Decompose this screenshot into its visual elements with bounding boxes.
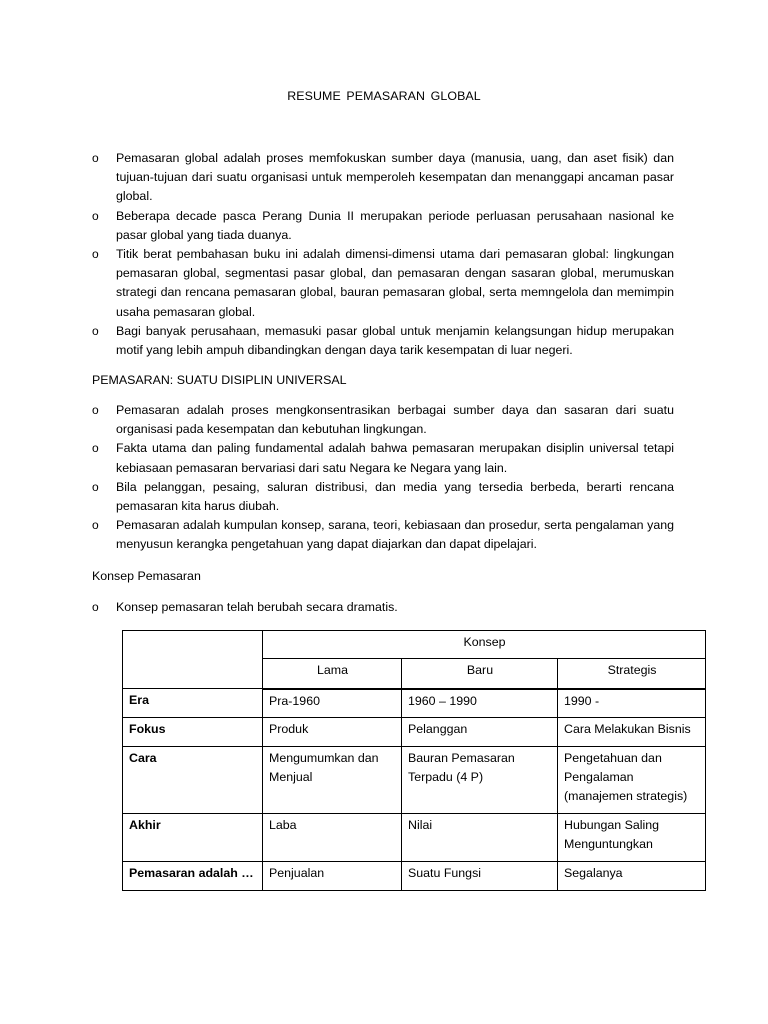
bullet-text: Pemasaran global adalah proses memfokuskan sumber daya (manusia, uang, dan aset fisik) dan tujuan-tujuan dari suatu organisasi untuk memperoleh kesempatan dan menanggapi ancaman pasar global. [116,151,674,204]
table-row [123,862,706,891]
cell-lama: Mengumumkan dan Menjual [263,747,402,814]
bullet-marker: o [92,323,99,338]
column-header-baru: Baru [402,659,558,689]
cell-strategis: Segalanya [558,862,706,891]
row-label: Era [123,689,263,718]
table-row [123,689,706,718]
bullet-text: Beberapa decade pasca Perang Dunia II merupakan periode perluasan perusahaan nasional ke pasar global yang tiada duanya. [116,208,674,242]
row-label: Akhir [123,814,263,862]
section-heading-disiplin-universal: PEMASARAN: SUATU DISIPLIN UNIVERSAL [92,373,347,387]
bullet-text: Pemasaran adalah kumpulan konsep, sarana, teori, kebiasaan dan prosedur, serta pengalaman yang menyusun kerangka pengetahuan yang dapat diajarkan dan dapat dipelajari. [116,518,674,552]
list-item [92,322,674,360]
bullet-text: Fakta utama dan paling fundamental adalah bahwa pemasaran merupakan disiplin universal tetapi kebiasaan pemasaran bervariasi dari satu Negara ke Negara yang lain. [116,441,674,475]
bullet-text: Konsep pemasaran telah berubah secara dramatis. [116,600,398,614]
section2-body [92,401,674,555]
table-group-header: Konsep [263,631,706,659]
list-item [92,598,674,617]
row-label: Cara [123,747,263,814]
section2-bullet-list [92,401,674,555]
table-row [123,718,706,747]
bullet-marker: o [92,479,99,494]
cell-baru: 1960 – 1990 [402,689,558,718]
row-label: Pemasaran adalah … [123,862,263,891]
list-item [92,439,674,477]
bullet-marker: o [92,247,99,262]
cell-strategis: Pengetahuan dan Pengalaman (manajemen strategis) [558,747,706,814]
cell-lama: Produk [263,718,402,747]
cell-strategis: 1990 - [558,689,706,718]
cell-baru: Suatu Fungsi [402,862,558,891]
cell-baru: Bauran Pemasaran Terpadu (4 P) [402,747,558,814]
bullet-marker: o [92,403,99,417]
row-label: Fokus [123,718,263,747]
cell-baru: Pelanggan [402,718,558,747]
bullet-marker: o [92,518,99,533]
bullet-text: Pemasaran adalah proses mengkonsentrasikan berbagai sumber daya dan sasaran dari suatu organisasi pada kesempatan dan kebutuhan lingkungan. [116,403,674,437]
cell-strategis: Hubungan Saling Menguntungkan [558,814,706,862]
table-corner-cell [123,631,263,689]
cell-strategis: Cara Melakukan Bisnis [558,718,706,747]
cell-lama: Penjualan [263,862,402,891]
bullet-text: Bagi banyak perusahaan, memasuki pasar global untuk menjamin kelangsungan hidup merupakan motif yang lebih ampuh dibandingkan dengan daya tarik kesempatan di luar negeri. [116,323,674,358]
column-header-lama: Lama [263,659,402,689]
list-item [92,516,674,554]
bullet-marker: o [92,208,99,223]
bullet-marker: o [92,441,99,456]
bullet-marker: o [92,600,99,614]
bullet-marker: o [92,151,99,165]
section3-bullet-list [92,598,674,617]
table-row [123,747,706,814]
intro-bullet-list [92,149,674,360]
cell-lama: Pra-1960 [263,689,402,718]
cell-lama: Laba [263,814,402,862]
list-item [92,401,674,439]
bullet-text: Bila pelanggan, pesaing, saluran distribusi, dan media yang tersedia berbeda, berarti rencana pemasaran kita harus diubah. [116,479,674,514]
document-title: RESUME PEMASARAN GLOBAL [287,89,481,103]
bullet-text: Titik berat pembahasan buku ini adalah dimensi-dimensi utama dari pemasaran global: lingkungan pemasaran global, segmentasi pasar global, dan pemasaran dengan sasaran global, merumuskan strategi dan rencana pemasaran global, bauran pemasaran global, serta memngelola dan memimpin usaha pemasaran global. [116,247,674,319]
list-item [92,478,674,516]
column-header-strategis: Strategis [558,659,706,689]
list-item [92,245,674,322]
intro-section [92,149,674,360]
list-item [92,207,674,245]
table-header-row [123,631,706,659]
section-heading-konsep-pemasaran: Konsep Pemasaran [92,569,201,583]
list-item [92,149,674,207]
table-row [123,814,706,862]
cell-baru: Nilai [402,814,558,862]
section3-body [92,598,674,617]
konsep-table [122,630,706,891]
